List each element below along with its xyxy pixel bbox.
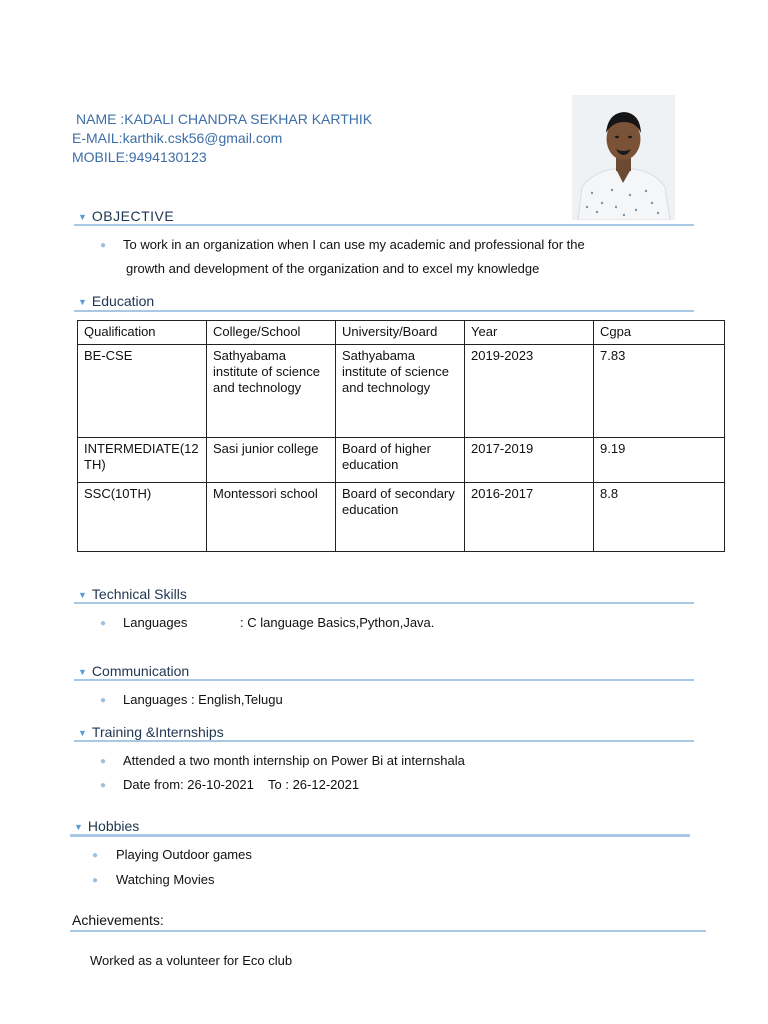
hobbies-heading: ▼ Hobbies <box>74 818 140 834</box>
table-cell: Board of higher education <box>336 438 465 483</box>
collapse-triangle-icon: ▼ <box>78 590 87 600</box>
table-header-cell: Qualification <box>78 321 207 345</box>
section-divider <box>70 930 706 932</box>
section-divider <box>74 679 694 681</box>
training-item-2: Date from: 26-10-2021 To : 26-12-2021 <box>123 777 360 792</box>
achievement-item: Worked as a volunteer for Eco club <box>90 953 293 968</box>
bullet-icon: ● <box>100 695 107 706</box>
table-cell: 2016-2017 <box>465 483 594 552</box>
table-header-cell: University/Board <box>336 321 465 345</box>
bullet-icon: ● <box>100 240 107 251</box>
training-item-1: Attended a two month internship on Power Bi at internshala <box>123 753 465 768</box>
collapse-triangle-icon: ▼ <box>78 728 87 738</box>
table-cell: Sasi junior college <box>207 438 336 483</box>
collapse-triangle-icon: ▼ <box>74 822 83 832</box>
table-header-cell: Cgpa <box>594 321 725 345</box>
table-cell: 2017-2019 <box>465 438 594 483</box>
table-header-row <box>78 321 725 345</box>
table-cell: 8.8 <box>594 483 725 552</box>
communication-heading: ▼ Communication <box>78 663 190 679</box>
communication-item: Languages : English,Telugu <box>123 692 283 707</box>
achievements-heading: Achievements: <box>72 912 164 928</box>
section-divider <box>74 310 694 312</box>
objective-heading: ▼ OBJECTIVE <box>78 208 175 224</box>
table-cell: Board of secondary education <box>336 483 465 552</box>
education-table <box>77 320 725 552</box>
section-divider <box>70 834 690 837</box>
skills-value: : C language Basics,Python,Java. <box>240 615 435 630</box>
table-row <box>78 345 725 438</box>
education-heading: ▼ Education <box>78 293 155 309</box>
table-cell: Sathyabama institute of science and technology <box>207 345 336 438</box>
candidate-mobile: MOBILE:9494130123 <box>72 149 207 165</box>
section-divider <box>74 740 694 742</box>
collapse-triangle-icon: ▼ <box>78 667 87 677</box>
collapse-triangle-icon: ▼ <box>78 212 87 222</box>
technical-skills-heading: ▼ Technical Skills <box>78 586 187 602</box>
bullet-icon: ● <box>92 875 99 886</box>
skills-label: Languages <box>123 615 188 630</box>
training-heading: ▼ Training &Internships <box>78 724 224 740</box>
table-cell: Sathyabama institute of science and technology <box>336 345 465 438</box>
candidate-name: NAME :KADALI CHANDRA SEKHAR KARTHIK <box>76 111 373 127</box>
profile-photo <box>572 95 675 220</box>
table-cell: SSC(10TH) <box>78 483 207 552</box>
section-divider <box>74 224 694 226</box>
section-divider <box>74 602 694 604</box>
table-header-cell: Year <box>465 321 594 345</box>
table-cell: Montessori school <box>207 483 336 552</box>
bullet-icon: ● <box>100 780 107 791</box>
objective-line-1: To work in an organization when I can use my academic and professional for the <box>123 237 585 252</box>
collapse-triangle-icon: ▼ <box>78 297 87 307</box>
table-row <box>78 438 725 483</box>
hobby-item: Watching Movies <box>116 872 215 887</box>
table-cell: 7.83 <box>594 345 725 438</box>
table-cell: 9.19 <box>594 438 725 483</box>
bullet-icon: ● <box>100 756 107 767</box>
table-cell: 2019-2023 <box>465 345 594 438</box>
table-cell: BE-CSE <box>78 345 207 438</box>
hobby-item: Playing Outdoor games <box>116 847 252 862</box>
bullet-icon: ● <box>92 850 99 861</box>
bullet-icon: ● <box>100 618 107 629</box>
table-header-cell: College/School <box>207 321 336 345</box>
table-cell: INTERMEDIATE(12TH) <box>78 438 207 483</box>
candidate-email: E-MAIL:karthik.csk56@gmail.com <box>72 130 283 146</box>
objective-line-2: growth and development of the organization and to excel my knowledge <box>126 261 540 276</box>
table-row <box>78 483 725 552</box>
